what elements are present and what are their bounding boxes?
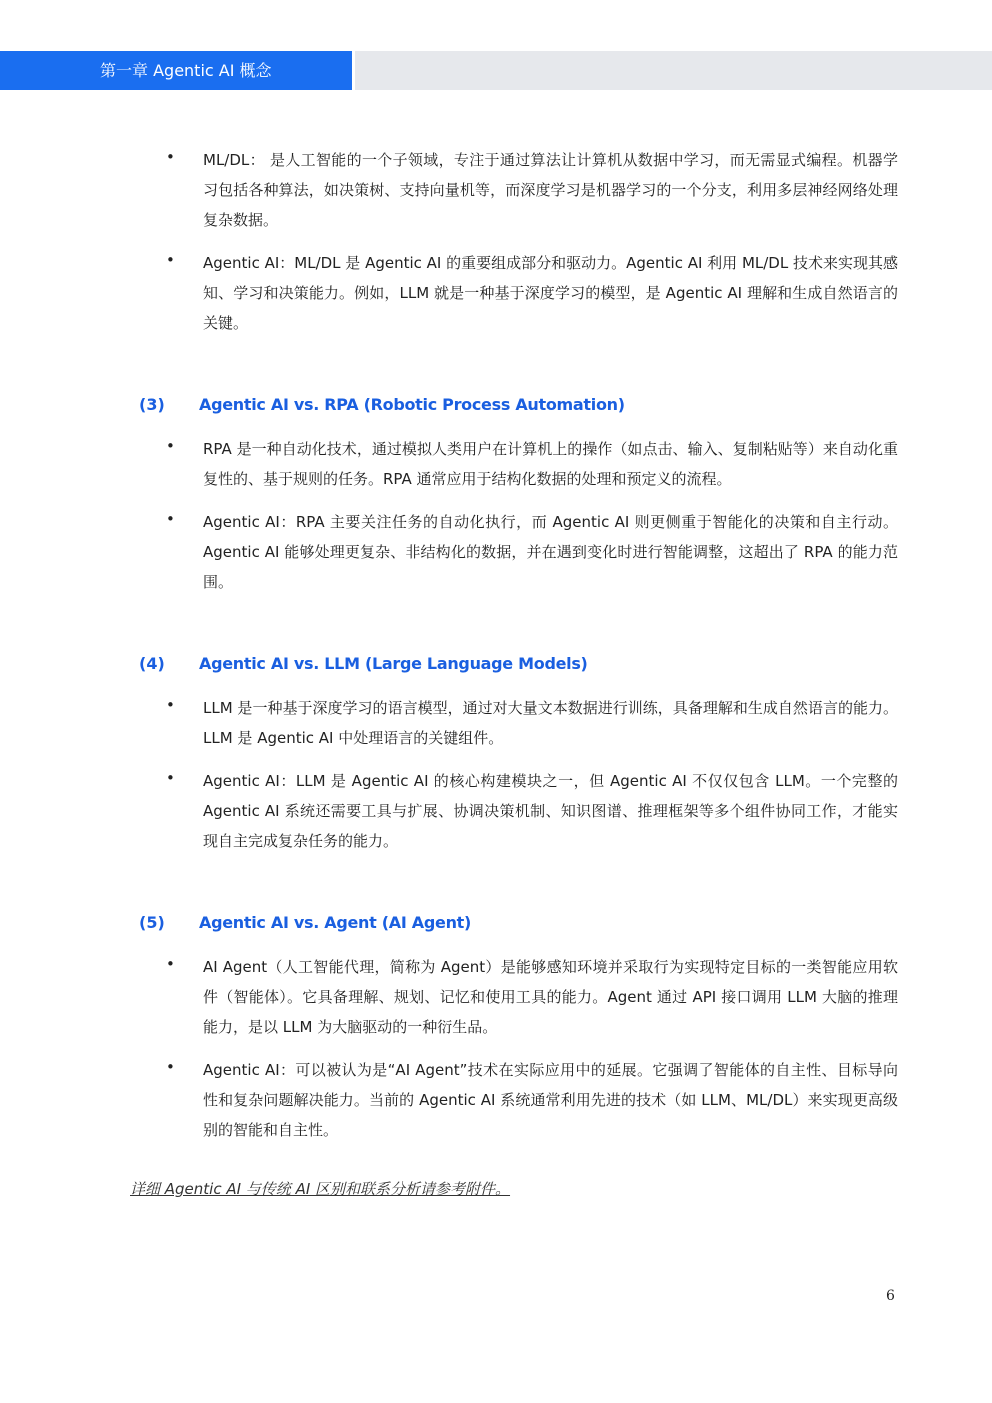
bullet-marker: • — [166, 769, 175, 787]
mldl-item-1: ML/DL： 是人工智能的一个子领域，专注于通过算法让计算机从数据中学习，而无需显式编程。机器学习包括各种算法，如决策树、支持向量机等，而深度学习是机器学习的一个分支，利用多层神经网络处理复杂数据。 — [203, 151, 898, 229]
bullet-marker: • — [166, 696, 175, 714]
section-title-rpa: Agentic AI vs. RPA (Robotic Process Automation) — [199, 395, 625, 414]
section-number: (3) — [139, 395, 165, 414]
appendix-reference-link[interactable]: 详细 Agentic AI 与传统 AI 区别和联系分析请参考附件。 — [130, 1180, 511, 1198]
bullet-marker: • — [166, 148, 175, 166]
section-title-llm: Agentic AI vs. LLM (Large Language Models) — [199, 654, 588, 673]
section-number: (4) — [139, 654, 165, 673]
bullet-marker: • — [166, 251, 175, 269]
section-title-agent: Agentic AI vs. Agent (AI Agent) — [199, 913, 472, 932]
header-gray-bar — [355, 51, 992, 90]
llm-item-1: LLM 是一种基于深度学习的语言模型，通过对大量文本数据进行训练，具备理解和生成自然语言的能力。LLM 是 Agentic AI 中处理语言的关键组件。 — [203, 699, 898, 747]
rpa-item-1: RPA 是一种自动化技术，通过模拟人类用户在计算机上的操作（如点击、输入、复制粘贴等）来自动化重复性的、基于规则的任务。RPA 通常应用于结构化数据的处理和预定义的流程。 — [203, 440, 898, 488]
bullet-marker: • — [166, 955, 175, 973]
agent-item-2: Agentic AI：可以被认为是“AI Agent”技术在实际应用中的延展。它强调了智能体的自主性、目标导向性和复杂问题解决能力。当前的 Agentic AI 系统通常利用先进的技术（如 LLM、ML/DL）来实现更高级别的智能和自主性。 — [203, 1061, 898, 1139]
chapter-header — [0, 51, 992, 90]
bullet-marker: • — [166, 437, 175, 455]
llm-item-2: Agentic AI：LLM 是 Agentic AI 的核心构建模块之一，但 Agentic AI 不仅仅包含 LLM。一个完整的 Agentic AI 系统还需要工具与扩展、协调决策机制、知识图谱、推理框架等多个组件协同工作，才能实现自主完成复杂任务的能力。 — [203, 772, 898, 850]
chapter-title: 第一章 Agentic AI 概念 — [100, 61, 272, 80]
page-number: 6 — [886, 1288, 895, 1304]
mldl-item-2: Agentic AI：ML/DL 是 Agentic AI 的重要组成部分和驱动力。Agentic AI 利用 ML/DL 技术来实现其感知、学习和决策能力。例如，LLM 就是一种基于深度学习的模型，是 Agentic AI 理解和生成自然语言的关键。 — [203, 254, 898, 332]
rpa-item-2: Agentic AI：RPA 主要关注任务的自动化执行，而 Agentic AI 则更侧重于智能化的决策和自主行动。Agentic AI 能够处理更复杂、非结构化的数据，并在遇到变化时进行智能调整，这超出了 RPA 的能力范围。 — [203, 513, 898, 591]
bullet-marker: • — [166, 510, 175, 528]
header-accent-bar — [0, 51, 352, 90]
bullet-marker: • — [166, 1058, 175, 1076]
section-number: (5) — [139, 913, 165, 932]
agent-item-1: AI Agent（人工智能代理，简称为 Agent）是能够感知环境并采取行为实现特定目标的一类智能应用软件（智能体）。它具备理解、规划、记忆和使用工具的能力。Agent 通过 API 接口调用 LLM 大脑的推理能力，是以 LLM 为大脑驱动的一种衍生品。 — [203, 958, 898, 1036]
